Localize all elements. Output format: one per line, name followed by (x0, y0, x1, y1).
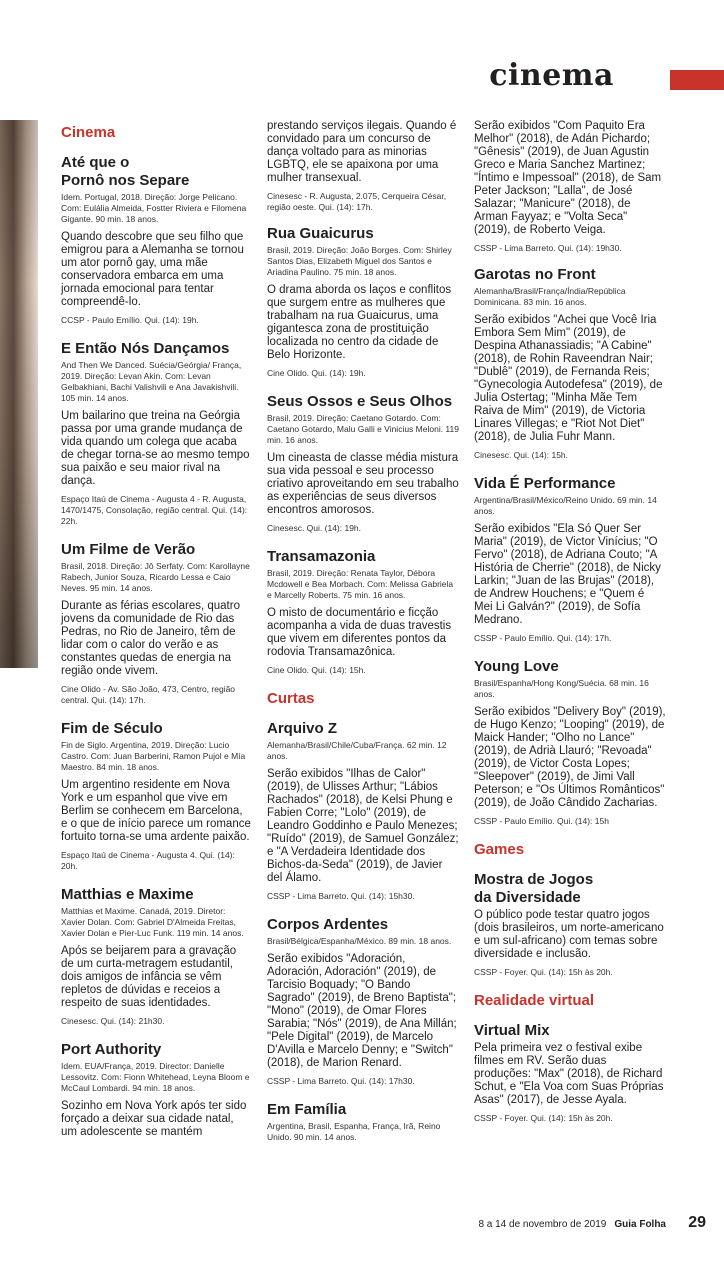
entry-title: Vida É Performance (474, 475, 616, 492)
entry-description: Quando descobre que seu filho que emigrou para a Alemanha se tornou um ator pornô gay, uma mãe conservadora embarca em uma jornada emocional para tentar compreendê-lo. (61, 231, 244, 308)
entry-description: Durante as férias escolares, quatro jovens da comunidade de Rio das Pedras, no Rio de Janeiro, têm de lidar com o calor do verão e as constantes quedas de energia na região onde vivem. (61, 600, 240, 677)
entry-description: prestando serviços ilegais. Quando é convidado para um concurso de dança voltado para as minorias LGBTQ, ele se apaixona por uma mulher transexual. (267, 120, 457, 184)
entry-description: Serão exibidos "Com Paquito Era Melhor" (2018), de Adán Pichardo; "Gênesis" (2019), de Juan Agustin Greco e Maria Sanchez Martinez; "Íntimo e Impessoal" (2018), de Sam Peter Jackson; "Lalla", de José Salazar; "Manicure" (2018), de Arman Fayyaz; e "Volta Seca" (2019), de Roberto Veiga. (474, 120, 662, 236)
entry-credits: Brasil, 2019. Direção: Renata Taylor, Débora Mcdowell e Bea Morbach. Com: Melissa Gabriela e Marcelly Roberts. 75 min. 16 anos. (267, 568, 454, 600)
column-3 (474, 120, 666, 1138)
entry-credits: Argentina/Brasil/México/Reino Unido. 69 min. 14 anos. (474, 495, 657, 516)
entry-credits: Brasil, 2019. Direção: João Borges. Com: Shirley Santos Dias, Elizabeth Miguel dos Santos e Ariadina Paulino. 75 min. 18 anos. (267, 245, 452, 277)
entry-venue: Cinesesc. Qui. (14): 15h. (474, 450, 569, 460)
entry-venue: Cinesesc - R. Augusta, 2.075, Cerqueira César, região oeste. Qui. (14): 17h. (267, 191, 447, 212)
entry-venue: CSSP - Foyer. Qui. (14): 15h às 20h. (474, 1113, 613, 1123)
continued-text (267, 120, 459, 213)
entry-title: Um Filme de Verão (61, 541, 196, 558)
entry-credits: Idem. EUA/França, 2019. Director: Danielle Lessovitz. Com: Fionn Whitehead, Leyna Bloom e McCaul Lombardi. 94 min. 18 anos. (61, 1061, 250, 1093)
entry-credits: Brasil, 2018. Direção: Jô Serfaty. Com: Karollayne Rabech, Junior Souza, Ricardo Lessa e Caio Neves. 95 min. 14 anos. (61, 561, 250, 593)
continued-text (474, 120, 666, 254)
entry-title: Fim de Século (61, 720, 163, 737)
page-footer (478, 1218, 666, 1232)
listing-entry (267, 393, 459, 534)
entry-description: Serão exibidos "Ela Só Quer Ser Maria" (2019), de Victor Vinícius; "O Fervo" (2018), de Adriana Couto; "A História de Cherrie" (2018), de Nicky Larkin; "Juan de las Brujas" (2018), de Andrew Houchens; e "Quem é Mei Li Galván?" (2019), de Sofía Medrano. (474, 523, 661, 626)
entry-title: Matthias e Maxime (61, 886, 194, 903)
entry-venue: Cine Olido. Qui. (14): 19h. (267, 368, 366, 378)
entry-credits: Brasil, 2019. Direção: Caetano Gotardo. Com: Caetano Gotardo, Malu Galli e Vinicius Meloni. 119 min. 16 anos. (267, 413, 459, 445)
listing-entry (267, 916, 459, 1087)
listing-entry (267, 1101, 459, 1143)
entry-title: Transamazonia (267, 548, 376, 565)
listing-entry (61, 340, 251, 527)
entry-description: Pela primeira vez o festival exibe filmes em RV. Serão duas produções: "Max" (2018), de Richard Schut, e "Ela Voa com Suas Próprias Asas" (2017), de Jesse Ayala. (474, 1042, 664, 1106)
category-heading: Games (474, 841, 525, 858)
listing-entry (267, 720, 459, 902)
entry-venue: Cine Olido - Av. São João, 473, Centro, região central. Qui. (14): 17h. (61, 684, 236, 705)
entry-title: Virtual Mix (474, 1022, 550, 1039)
entry-description: Serão exibidos "Ilhas de Calor" (2019), de Ulisses Arthur; "Lábios Rachados" (2018), de Kelsi Phung e Fabien Corre; "Lolo" (2019), de Leandro Goddinho e Paulo Menezes; "Ruído" (2019), de Samuel González; e "A Verdadeira Identidade dos Bichos-da-Seda" (2019), de Javier del Álamo. (267, 768, 459, 884)
page-number: 29 (688, 1214, 706, 1231)
section-accent-bar (670, 70, 724, 90)
entry-description: Um cineasta de classe média mistura sua vida pessoal e seu processo criativo aproveitando em seu trabalho as experiências de seus diversos encontros amorosos. (267, 452, 459, 516)
category-heading: Realidade virtual (474, 992, 595, 1009)
entry-credits: Brasil/Espanha/Hong Kong/Suécia. 68 min. 16 anos. (474, 678, 649, 699)
entry-venue: Cinesesc. Qui. (14): 19h. (267, 523, 362, 533)
listing-entry (474, 871, 666, 978)
column-1 (61, 120, 251, 1153)
entry-credits: Alemanha/Brasil/Chile/Cuba/França. 62 min. 12 anos. (267, 740, 447, 761)
entry-venue: CSSP - Lima Barreto. Qui. (14): 17h30. (267, 1076, 415, 1086)
entry-description: Um argentino residente em Nova York e um espanhol que vive em Berlim se conhecem em Barcelona, e o que de início parece um romance fortuito torna-se uma ardente paixão. (61, 779, 251, 843)
entry-venue: CSSP - Lima Barreto. Qui. (14): 15h30. (267, 891, 415, 901)
entry-title: E Então Nós Dançamos (61, 340, 230, 357)
entry-venue: Espaço Itaú de Cinema - Augusta 4. Qui. (14): 20h. (61, 850, 235, 871)
entry-credits: And Then We Danced. Suécia/Geórgia/ França, 2019. Direção: Levan Akin. Com: Levan Gelbakhiani, Bachi Valishvili e Ana Javakishvili. 105 min. 14 anos. (61, 360, 242, 403)
cropped-photo (0, 120, 38, 668)
entry-venue: Cine Olido. Qui. (14): 15h. (267, 665, 366, 675)
section-header (0, 58, 724, 98)
listing-entry (267, 225, 459, 379)
entry-description: O público pode testar quatro jogos (dois brasileiros, um norte-americano e um sul-africano) com temas sobre diversidade e inclusão. (474, 909, 664, 960)
entry-credits: Fin de Siglo. Argentina, 2019. Direção: Lucio Castro. Com: Juan Barberini, Ramon Pujol e Mía Maestro. 84 min. 18 anos. (61, 740, 246, 772)
entry-venue: CSSP - Paulo Emílio. Qui. (14): 17h. (474, 633, 612, 643)
listing-entry (474, 266, 666, 461)
listing-entry (61, 720, 251, 872)
listing-entry (474, 1022, 666, 1124)
entry-title: Garotas no Front (474, 266, 596, 283)
entry-credits: Alemanha/Brasil/França/Índia/República Dominicana. 83 min. 16 anos. (474, 286, 626, 307)
entry-description: Serão exibidos "Adoración, Adoración, Adoración" (2019), de Tarcisio Boquady; "O Bando Sagrado" (2019), de Breno Baptista"; "Mono" (2019), de Omar Flores Sarabia; "Nós" (2019), de Ana Millán; "Pele Digital" (2019), de Marcelo D'Avilla e Marcelo Denny; e "Switch" (2018), de Marion Renard. (267, 953, 457, 1069)
entry-credits: Argentina, Brasil, Espanha, França, Irã, Reino Unido. 90 min. 14 anos. (267, 1121, 441, 1142)
issue-date: 8 a 14 de novembro de 2019 (478, 1219, 607, 1230)
entry-venue: Cinesesc. Qui. (14): 21h30. (61, 1016, 165, 1026)
publication-name: Guia Folha (614, 1219, 666, 1230)
section-title: cinema (489, 58, 614, 93)
entry-description: O misto de documentário e ficção acompanha a vida de duas travestis que vivem em diferentes pontos da rodovia Transamazônica. (267, 607, 452, 658)
entry-venue: CSSP - Paulo Emílio. Qui. (14): 15h (474, 816, 609, 826)
listing-entry (61, 1041, 251, 1139)
entry-title: Mostra de Jogos da Diversidade (474, 871, 594, 906)
entry-title: Arquivo Z (267, 720, 337, 737)
entry-description: Um bailarino que treina na Geórgia passa por uma grande mudança de vida quando um colega que acaba de chegar torna-se ao mesmo tempo sua paixão e seu maior rival na dança. (61, 410, 250, 487)
listing-entry (267, 548, 459, 676)
listing-entry (61, 154, 251, 326)
entry-title: Port Authority (61, 1041, 162, 1058)
entry-description: Após se beijarem para a gravação de um curta-metragem estudantil, dois amigos de infância se vêm repletos de dúvidas e receios a respeito de suas identidades. (61, 945, 237, 1009)
entry-venue: Espaço Itaú de Cinema - Augusta 4 - R. Augusta, 1470/1475, Consolação, região central. Qui. (14): 22h. (61, 494, 248, 526)
entry-credits: Idem. Portugal, 2018. Direção: Jorge Pelicano. Com: Eulália Almeida, Fostter Riviera e Filomena Gigante. 90 min. 18 anos. (61, 192, 247, 224)
entry-title: Rua Guaicurus (267, 225, 374, 242)
listing-entry (61, 886, 251, 1027)
entry-venue: CSSP - Foyer. Qui. (14): 15h às 20h. (474, 967, 613, 977)
entry-description: Sozinho em Nova York após ter sido forçado a deixar sua cidade natal, um adolescente se mantém (61, 1100, 247, 1138)
entry-title: Corpos Ardentes (267, 916, 389, 933)
entry-description: Serão exibidos "Delivery Boy" (2019), de Hugo Kenzo; "Looping" (2019), de Maick Hander; "Olho no Lance" (2019), de Adrià Llauró; "Revoada" (2019), de Victor Costa Lopes; "Sleepover" (2019), de Jimi Vall Peterson; e "Os Últimos Românticos" (2019), de João Cândido Zacharias. (474, 706, 666, 809)
entry-title: Em Família (267, 1101, 347, 1118)
entry-description: Serão exibidos "Achei que Você Iria Embora Sem Mim" (2019), de Despina Athanassiadis; "A Cabine" (2018), de Rohin Raveendran Nair; "Dublê" (2019), de Fernanda Reis; "Gynecologia Autodefesa" (2019), de Julia Ostertag; "Minha Mãe Tem Raiva de Mim" (2019), de Victoria Linares Villegas; e "Riot Not Diet" (2018), de Julia Fuhr Mann. (474, 314, 663, 443)
category-heading: Curtas (267, 690, 315, 707)
entry-credits: Matthias et Maxime. Canadá, 2019. Diretor: Xavier Dolan. Com: Gabriel D'Almeida Freitas, Xavier Dolan e Pier-Luc Funk. 119 min. 14 anos. (61, 906, 244, 938)
entry-title: Young Love (474, 658, 559, 675)
entry-title: Seus Ossos e Seus Olhos (267, 393, 453, 410)
listing-entry (474, 658, 666, 827)
entry-venue: CSSP - Lima Barreto. Qui. (14): 19h30. (474, 243, 622, 253)
entry-description: O drama aborda os laços e conflitos que surgem entre as mulheres que trabalham na rua Guaicurus, uma gigantesca zona de prostituição localizada no centro da cidade de Belo Horizonte. (267, 284, 452, 361)
listing-entry (61, 541, 251, 706)
entry-credits: Brasil/Bélgica/Espanha/México. 89 min. 18 anos. (267, 936, 452, 946)
entry-title: Até que o Pornô nos Separe (61, 154, 190, 189)
column-2 (267, 120, 459, 1157)
listing-entry (474, 475, 666, 644)
entry-venue: CCSP - Paulo Emílio. Qui. (14): 19h. (61, 315, 199, 325)
category-heading: Cinema (61, 124, 116, 141)
